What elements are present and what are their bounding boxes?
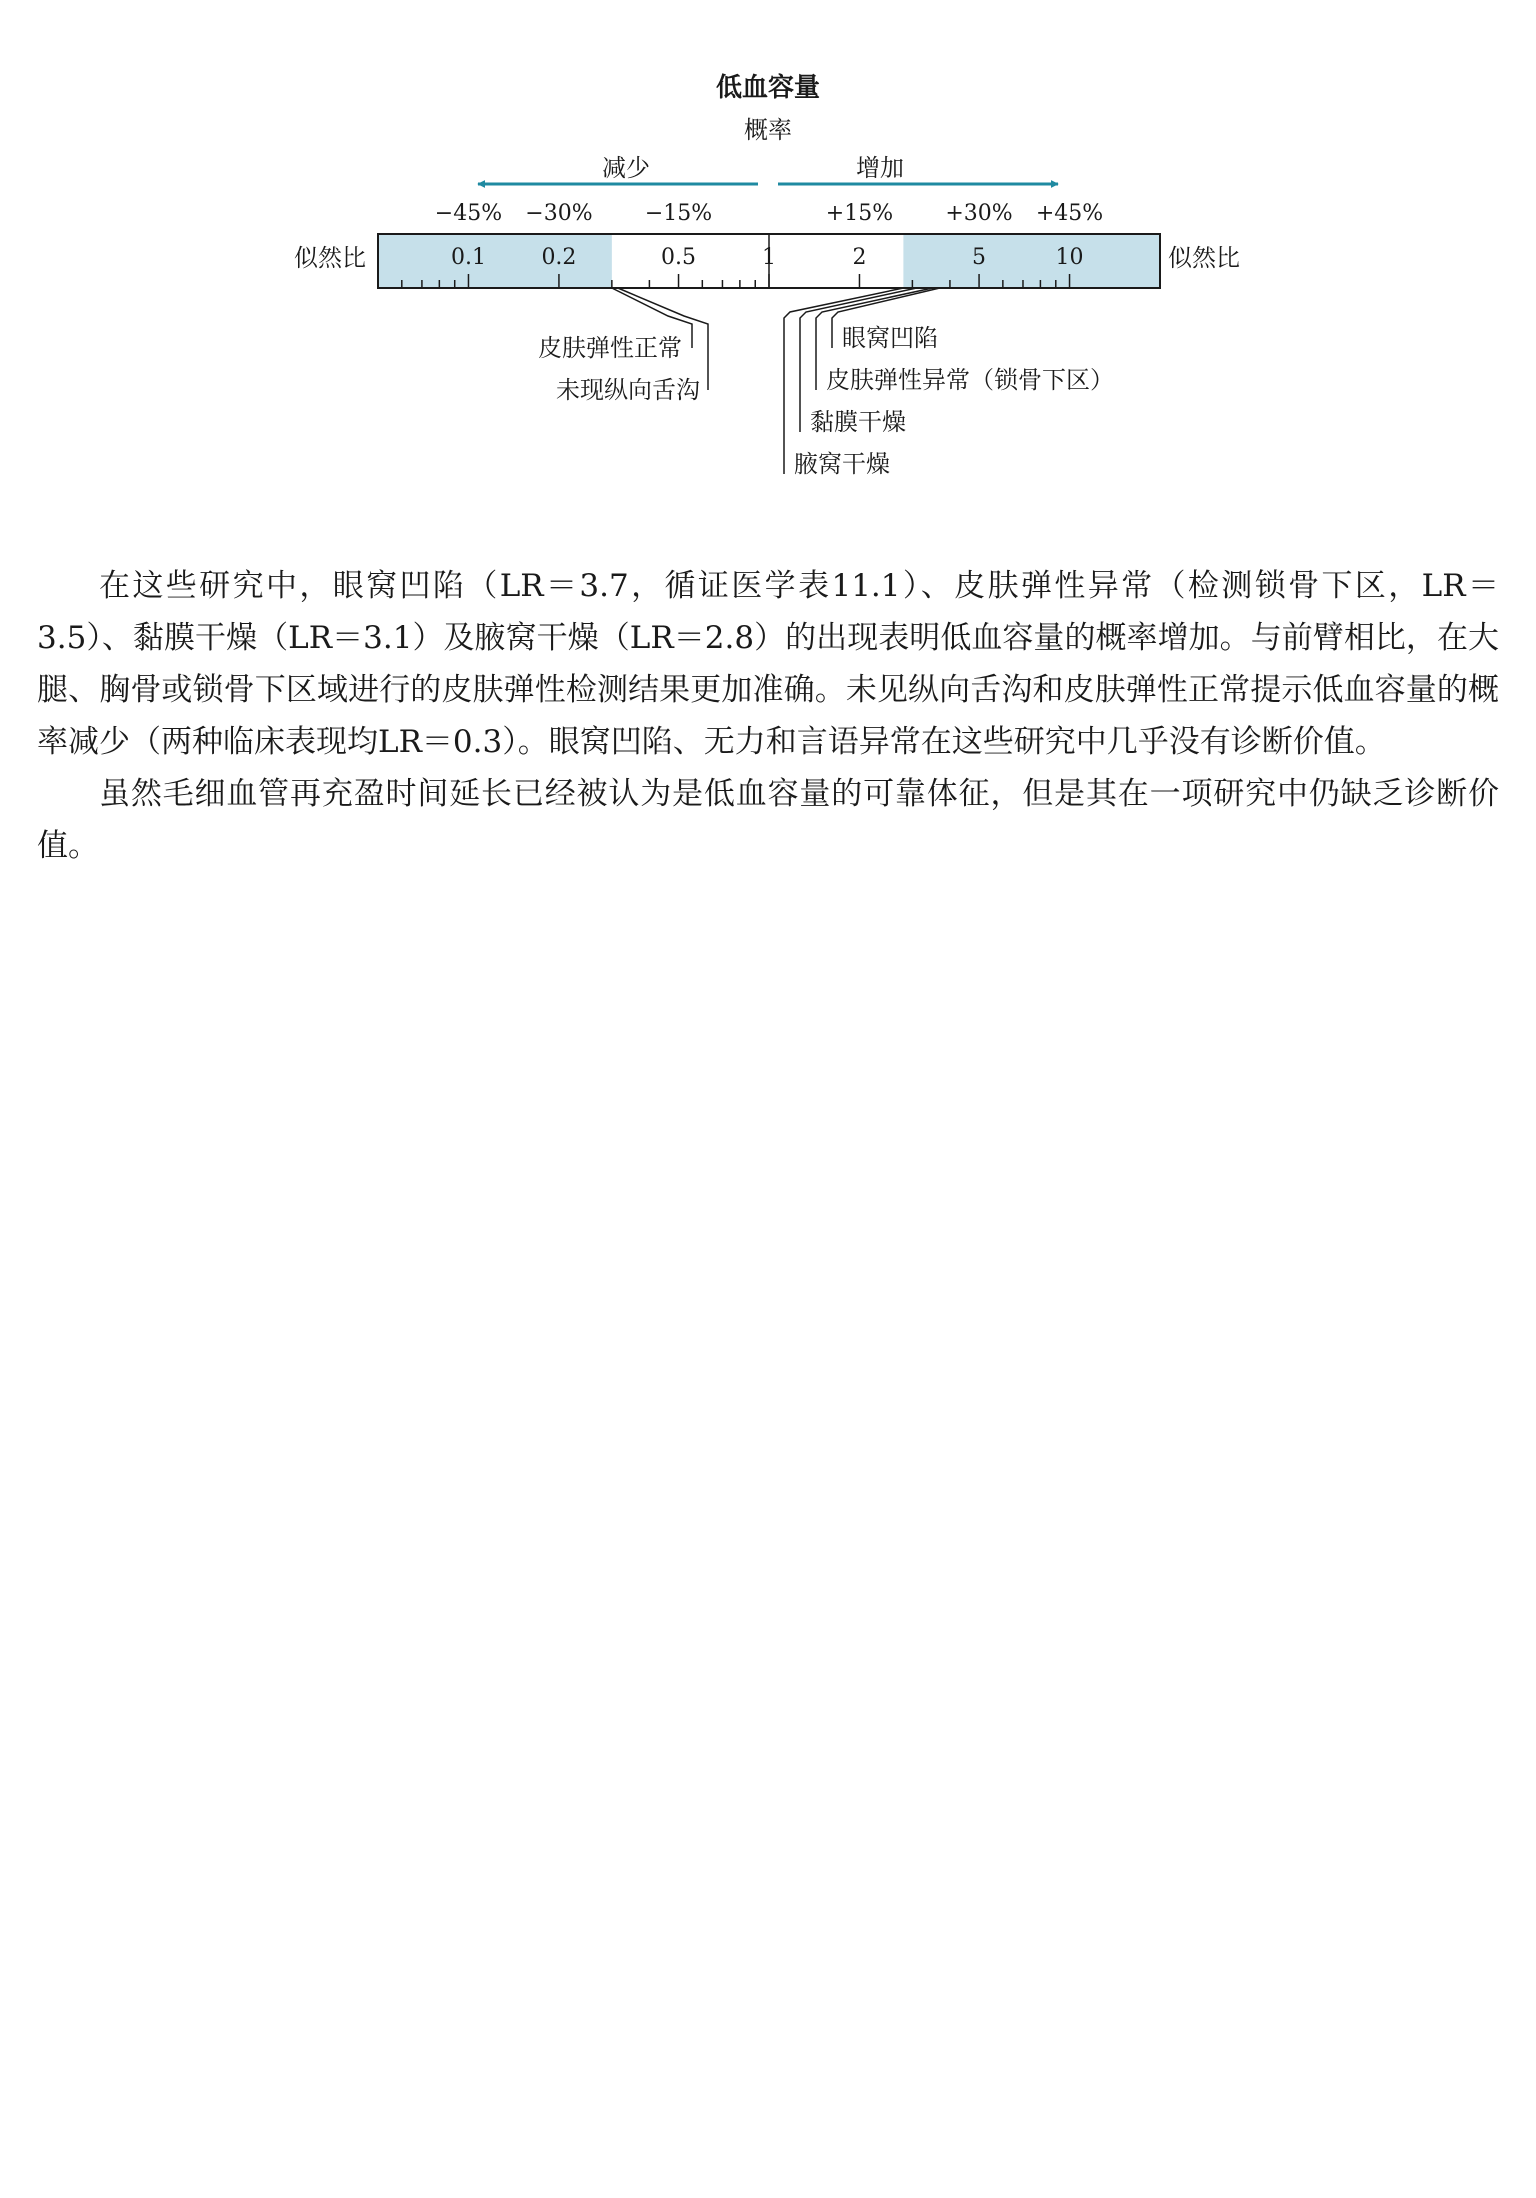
findings-callouts <box>538 288 1114 478</box>
lr-tick-label-4: 2 <box>852 245 867 270</box>
figure-title: 低血容量 <box>715 73 821 103</box>
decrease-label: 减少 <box>602 154 650 182</box>
lr-tick-label-5: 5 <box>972 245 987 270</box>
percent-label-5: +45% <box>1035 201 1104 226</box>
lr-tick-label-6: 10 <box>1055 245 1084 270</box>
finding-decrease-1: 未现纵向舌沟 <box>556 376 700 404</box>
finding-increase-0: 眼窝凹陷 <box>842 324 938 352</box>
percent-label-2: −15% <box>644 201 713 226</box>
lr-tick-label-3: 1 <box>762 245 776 270</box>
percent-label-4: +30% <box>945 201 1013 226</box>
percent-label-1: −30% <box>525 201 593 226</box>
finding-increase-1: 皮肤弹性异常（锁骨下区） <box>826 366 1114 394</box>
percent-labels <box>435 201 1103 226</box>
likelihood-scale <box>378 234 1160 288</box>
finding-decrease-0: 皮肤弹性正常 <box>538 334 682 362</box>
finding-increase-3: 腋窝干燥 <box>794 450 890 478</box>
paragraph-2: 虽然毛细血管再充盈时间延长已经被认为是低血容量的可靠体征，但是其在一项研究中仍缺乏诊断价值。 <box>37 776 1499 864</box>
lr-tick-label-0: 0.1 <box>450 245 486 270</box>
left-axis-label: 似然比 <box>294 244 366 272</box>
percent-label-0: −45% <box>434 201 503 226</box>
body-text <box>37 560 1499 872</box>
lr-tick-label-1: 0.2 <box>541 245 577 270</box>
paragraph-1: 在这些研究中，眼窝凹陷（LR＝3.7，循证医学表11.1）、皮肤弹性异常（检测锁骨下区，LR＝3.5）、黏膜干燥（LR＝3.1）及腋窝干燥（LR＝2.8）的出现表明低血容量的概率增加。与前臂相比，在大腿、胸骨或锁骨下区域进行的皮肤弹性检测结果更加准确。未见纵向舌沟和皮肤弹性正常提示低血容量的概率减少（两种临床表现均LR＝0.3）。眼窝凹陷、无力和言语异常在这些研究中几乎没有诊断价值。 <box>37 568 1499 760</box>
lr-tick-label-2: 0.5 <box>661 245 697 270</box>
shaded-range-0 <box>378 234 612 288</box>
right-axis-label: 似然比 <box>1168 244 1240 272</box>
increase-label: 增加 <box>856 154 904 182</box>
figure-subtitle: 概率 <box>744 116 792 144</box>
percent-label-3: +15% <box>825 201 894 226</box>
shaded-range-1 <box>903 234 1160 288</box>
finding-increase-2: 黏膜干燥 <box>810 408 906 436</box>
likelihood-ratio-figure <box>0 0 1536 520</box>
